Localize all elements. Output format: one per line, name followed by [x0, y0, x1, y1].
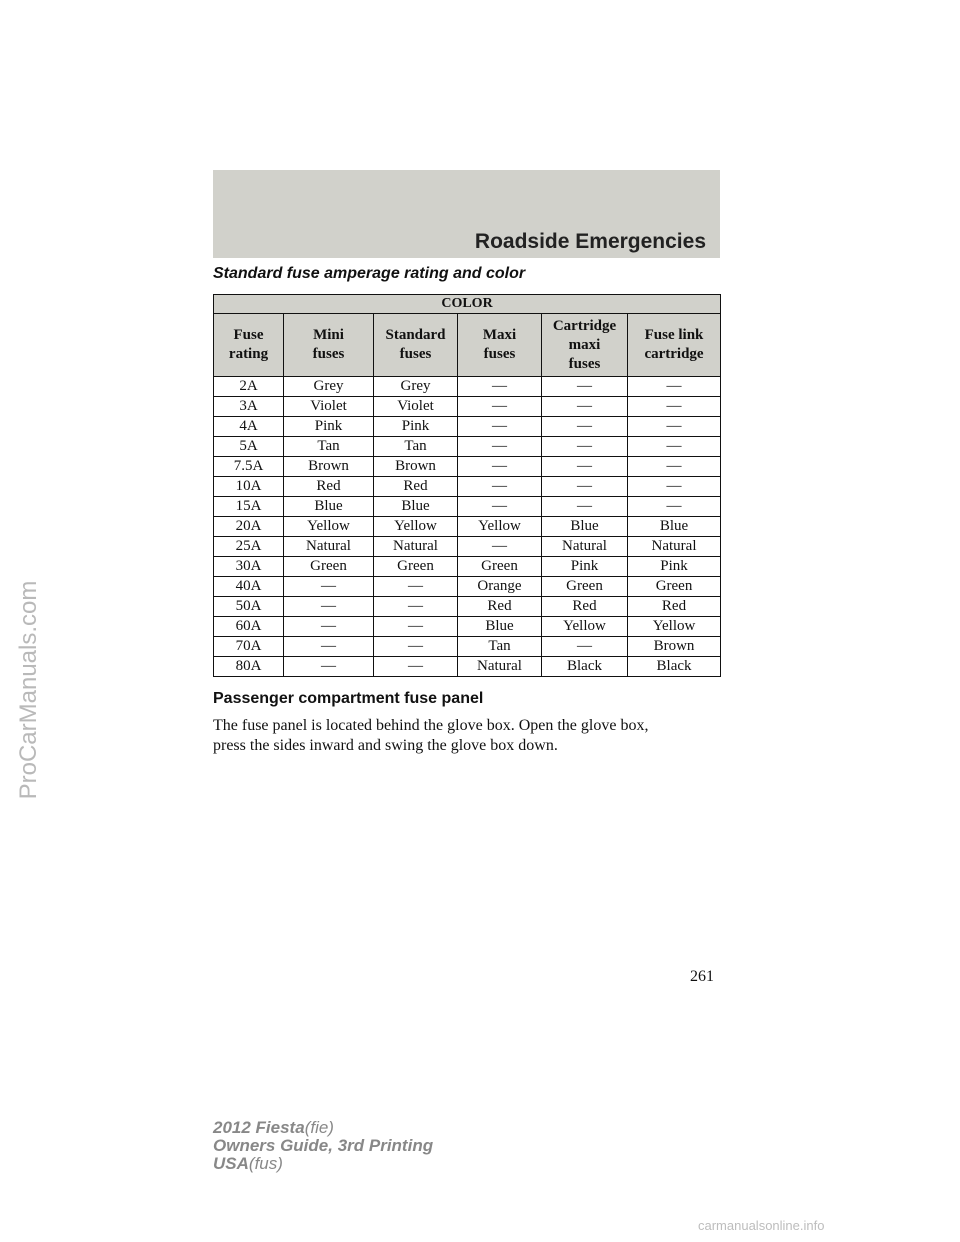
- document-footer: [213, 1119, 433, 1173]
- table-cell: Grey: [374, 377, 458, 397]
- table-row: [214, 657, 721, 677]
- table-cell: —: [542, 437, 628, 457]
- side-watermark: [4, 540, 54, 840]
- fuse-rating-cell: 30A: [214, 557, 284, 577]
- column-header-fuse-rating: Fuse rating: [214, 314, 284, 377]
- table-cell: Blue: [542, 517, 628, 537]
- table-cell: —: [542, 457, 628, 477]
- table-cell: Red: [458, 597, 542, 617]
- table-row: [214, 637, 721, 657]
- fuse-rating-cell: 4A: [214, 417, 284, 437]
- table-cell: Yellow: [284, 517, 374, 537]
- body-line: press the sides inward and swing the glove box down.: [213, 737, 558, 754]
- table-cell: Natural: [374, 537, 458, 557]
- table-cell: Blue: [284, 497, 374, 517]
- table-cell: Green: [284, 557, 374, 577]
- body-line: The fuse panel is located behind the glove box. Open the glove box,: [213, 717, 649, 734]
- page-number: 261: [690, 968, 714, 985]
- table-cell: Pink: [284, 417, 374, 437]
- table-cell: Violet: [374, 397, 458, 417]
- section-title: Roadside Emergencies: [474, 230, 706, 253]
- table-cell: —: [458, 477, 542, 497]
- column-header-fuse-link-cartridge: Fuse link cartridge: [628, 314, 721, 377]
- table-row: [214, 537, 721, 557]
- column-header-cartridge-maxi-fuses: Cartridge maxi fuses: [542, 314, 628, 377]
- table-cell: Brown: [374, 457, 458, 477]
- table-cell: Pink: [542, 557, 628, 577]
- table-cell: Blue: [628, 517, 721, 537]
- table-cell: Yellow: [542, 617, 628, 637]
- table-cell: —: [458, 437, 542, 457]
- table-row: [214, 417, 721, 437]
- table-cell: —: [628, 397, 721, 417]
- table-cell: Red: [284, 477, 374, 497]
- table-row: [214, 457, 721, 477]
- column-header-maxi-fuses: Maxi fuses: [458, 314, 542, 377]
- table-row: [214, 397, 721, 417]
- table-cell: —: [542, 497, 628, 517]
- fuse-rating-cell: 5A: [214, 437, 284, 457]
- column-header-mini-fuses: Mini fuses: [284, 314, 374, 377]
- table-cell: —: [458, 417, 542, 437]
- section-heading: Passenger compartment fuse panel: [213, 690, 484, 707]
- table-cell: Brown: [284, 457, 374, 477]
- table-cell: Red: [628, 597, 721, 617]
- table-cell: —: [542, 377, 628, 397]
- footer-region-code: (fus): [248, 1154, 283, 1173]
- table-row: [214, 437, 721, 457]
- table-cell: —: [628, 437, 721, 457]
- fuse-rating-cell: 20A: [214, 517, 284, 537]
- table-cell: —: [374, 617, 458, 637]
- table-cell: —: [628, 477, 721, 497]
- table-cell: Yellow: [374, 517, 458, 537]
- body-paragraph: [213, 716, 733, 756]
- footer-model-code: (fie): [304, 1118, 334, 1137]
- table-cell: Grey: [284, 377, 374, 397]
- table-cell: Yellow: [628, 617, 721, 637]
- table-cell: Green: [458, 557, 542, 577]
- table-row: [214, 617, 721, 637]
- header-band: [213, 170, 720, 258]
- table-row: [214, 597, 721, 617]
- fuse-rating-cell: 40A: [214, 577, 284, 597]
- table-cell: Green: [628, 577, 721, 597]
- table-row: [214, 477, 721, 497]
- table-cell: Natural: [628, 537, 721, 557]
- fuse-rating-cell: 25A: [214, 537, 284, 557]
- table-cell: —: [284, 637, 374, 657]
- table-cell: Natural: [542, 537, 628, 557]
- footer-guide: Owners Guide, 3rd Printing: [213, 1136, 434, 1155]
- table-cell: Orange: [458, 577, 542, 597]
- table-cell: Tan: [284, 437, 374, 457]
- table-cell: Violet: [284, 397, 374, 417]
- table-row: [214, 577, 721, 597]
- table-row: [214, 377, 721, 397]
- table-cell: —: [284, 597, 374, 617]
- footer-region: USA: [213, 1154, 249, 1173]
- table-cell: —: [458, 397, 542, 417]
- table-row: [214, 497, 721, 517]
- fuse-rating-cell: 50A: [214, 597, 284, 617]
- table-cell: —: [458, 497, 542, 517]
- table-cell: —: [284, 617, 374, 637]
- fuse-rating-cell: 3A: [214, 397, 284, 417]
- table-body: [214, 377, 721, 677]
- footer-model-line: [213, 1119, 433, 1137]
- footer-model: 2012 Fiesta: [213, 1118, 305, 1137]
- table-cell: —: [628, 377, 721, 397]
- bottom-watermark: carmanualsonline.info: [698, 1218, 825, 1233]
- table-cell: Red: [374, 477, 458, 497]
- table-caption: Standard fuse amperage rating and color: [213, 265, 526, 282]
- table-cell: —: [374, 637, 458, 657]
- table-cell: —: [374, 657, 458, 677]
- table-cell: —: [542, 637, 628, 657]
- table-cell: Blue: [458, 617, 542, 637]
- fuse-rating-cell: 15A: [214, 497, 284, 517]
- table-cell: —: [458, 537, 542, 557]
- table-cell: —: [542, 397, 628, 417]
- table-cell: —: [628, 457, 721, 477]
- table-cell: —: [458, 377, 542, 397]
- table-cell: —: [458, 457, 542, 477]
- table-cell: Pink: [628, 557, 721, 577]
- footer-region-line: [213, 1155, 433, 1173]
- table-cell: Brown: [628, 637, 721, 657]
- table-cell: Black: [628, 657, 721, 677]
- table-cell: Natural: [458, 657, 542, 677]
- fuse-rating-cell: 80A: [214, 657, 284, 677]
- table-cell: Green: [374, 557, 458, 577]
- table-cell: Tan: [458, 637, 542, 657]
- table-cell: —: [284, 577, 374, 597]
- table-cell: —: [542, 477, 628, 497]
- table-header-row: [214, 314, 721, 377]
- fuse-rating-cell: 2A: [214, 377, 284, 397]
- table-cell: —: [542, 417, 628, 437]
- color-group-header: COLOR: [214, 295, 721, 314]
- fuse-rating-cell: 70A: [214, 637, 284, 657]
- table-cell: Blue: [374, 497, 458, 517]
- table-cell: Green: [542, 577, 628, 597]
- table-cell: —: [628, 497, 721, 517]
- fuse-color-table: [213, 294, 721, 677]
- table-cell: Tan: [374, 437, 458, 457]
- table-cell: Yellow: [458, 517, 542, 537]
- table-cell: Black: [542, 657, 628, 677]
- table-cell: —: [374, 597, 458, 617]
- table-row: [214, 557, 721, 577]
- table-cell: —: [374, 577, 458, 597]
- table-cell: —: [284, 657, 374, 677]
- table-row: [214, 517, 721, 537]
- column-header-standard-fuses: Standard fuses: [374, 314, 458, 377]
- fuse-rating-cell: 60A: [214, 617, 284, 637]
- table-cell: Natural: [284, 537, 374, 557]
- table-cell: —: [628, 417, 721, 437]
- fuse-rating-cell: 7.5A: [214, 457, 284, 477]
- fuse-rating-cell: 10A: [214, 477, 284, 497]
- table-cell: Red: [542, 597, 628, 617]
- table-cell: Pink: [374, 417, 458, 437]
- table-group-header-row: [214, 295, 721, 314]
- side-watermark-text: ProCarManuals.com: [15, 580, 42, 800]
